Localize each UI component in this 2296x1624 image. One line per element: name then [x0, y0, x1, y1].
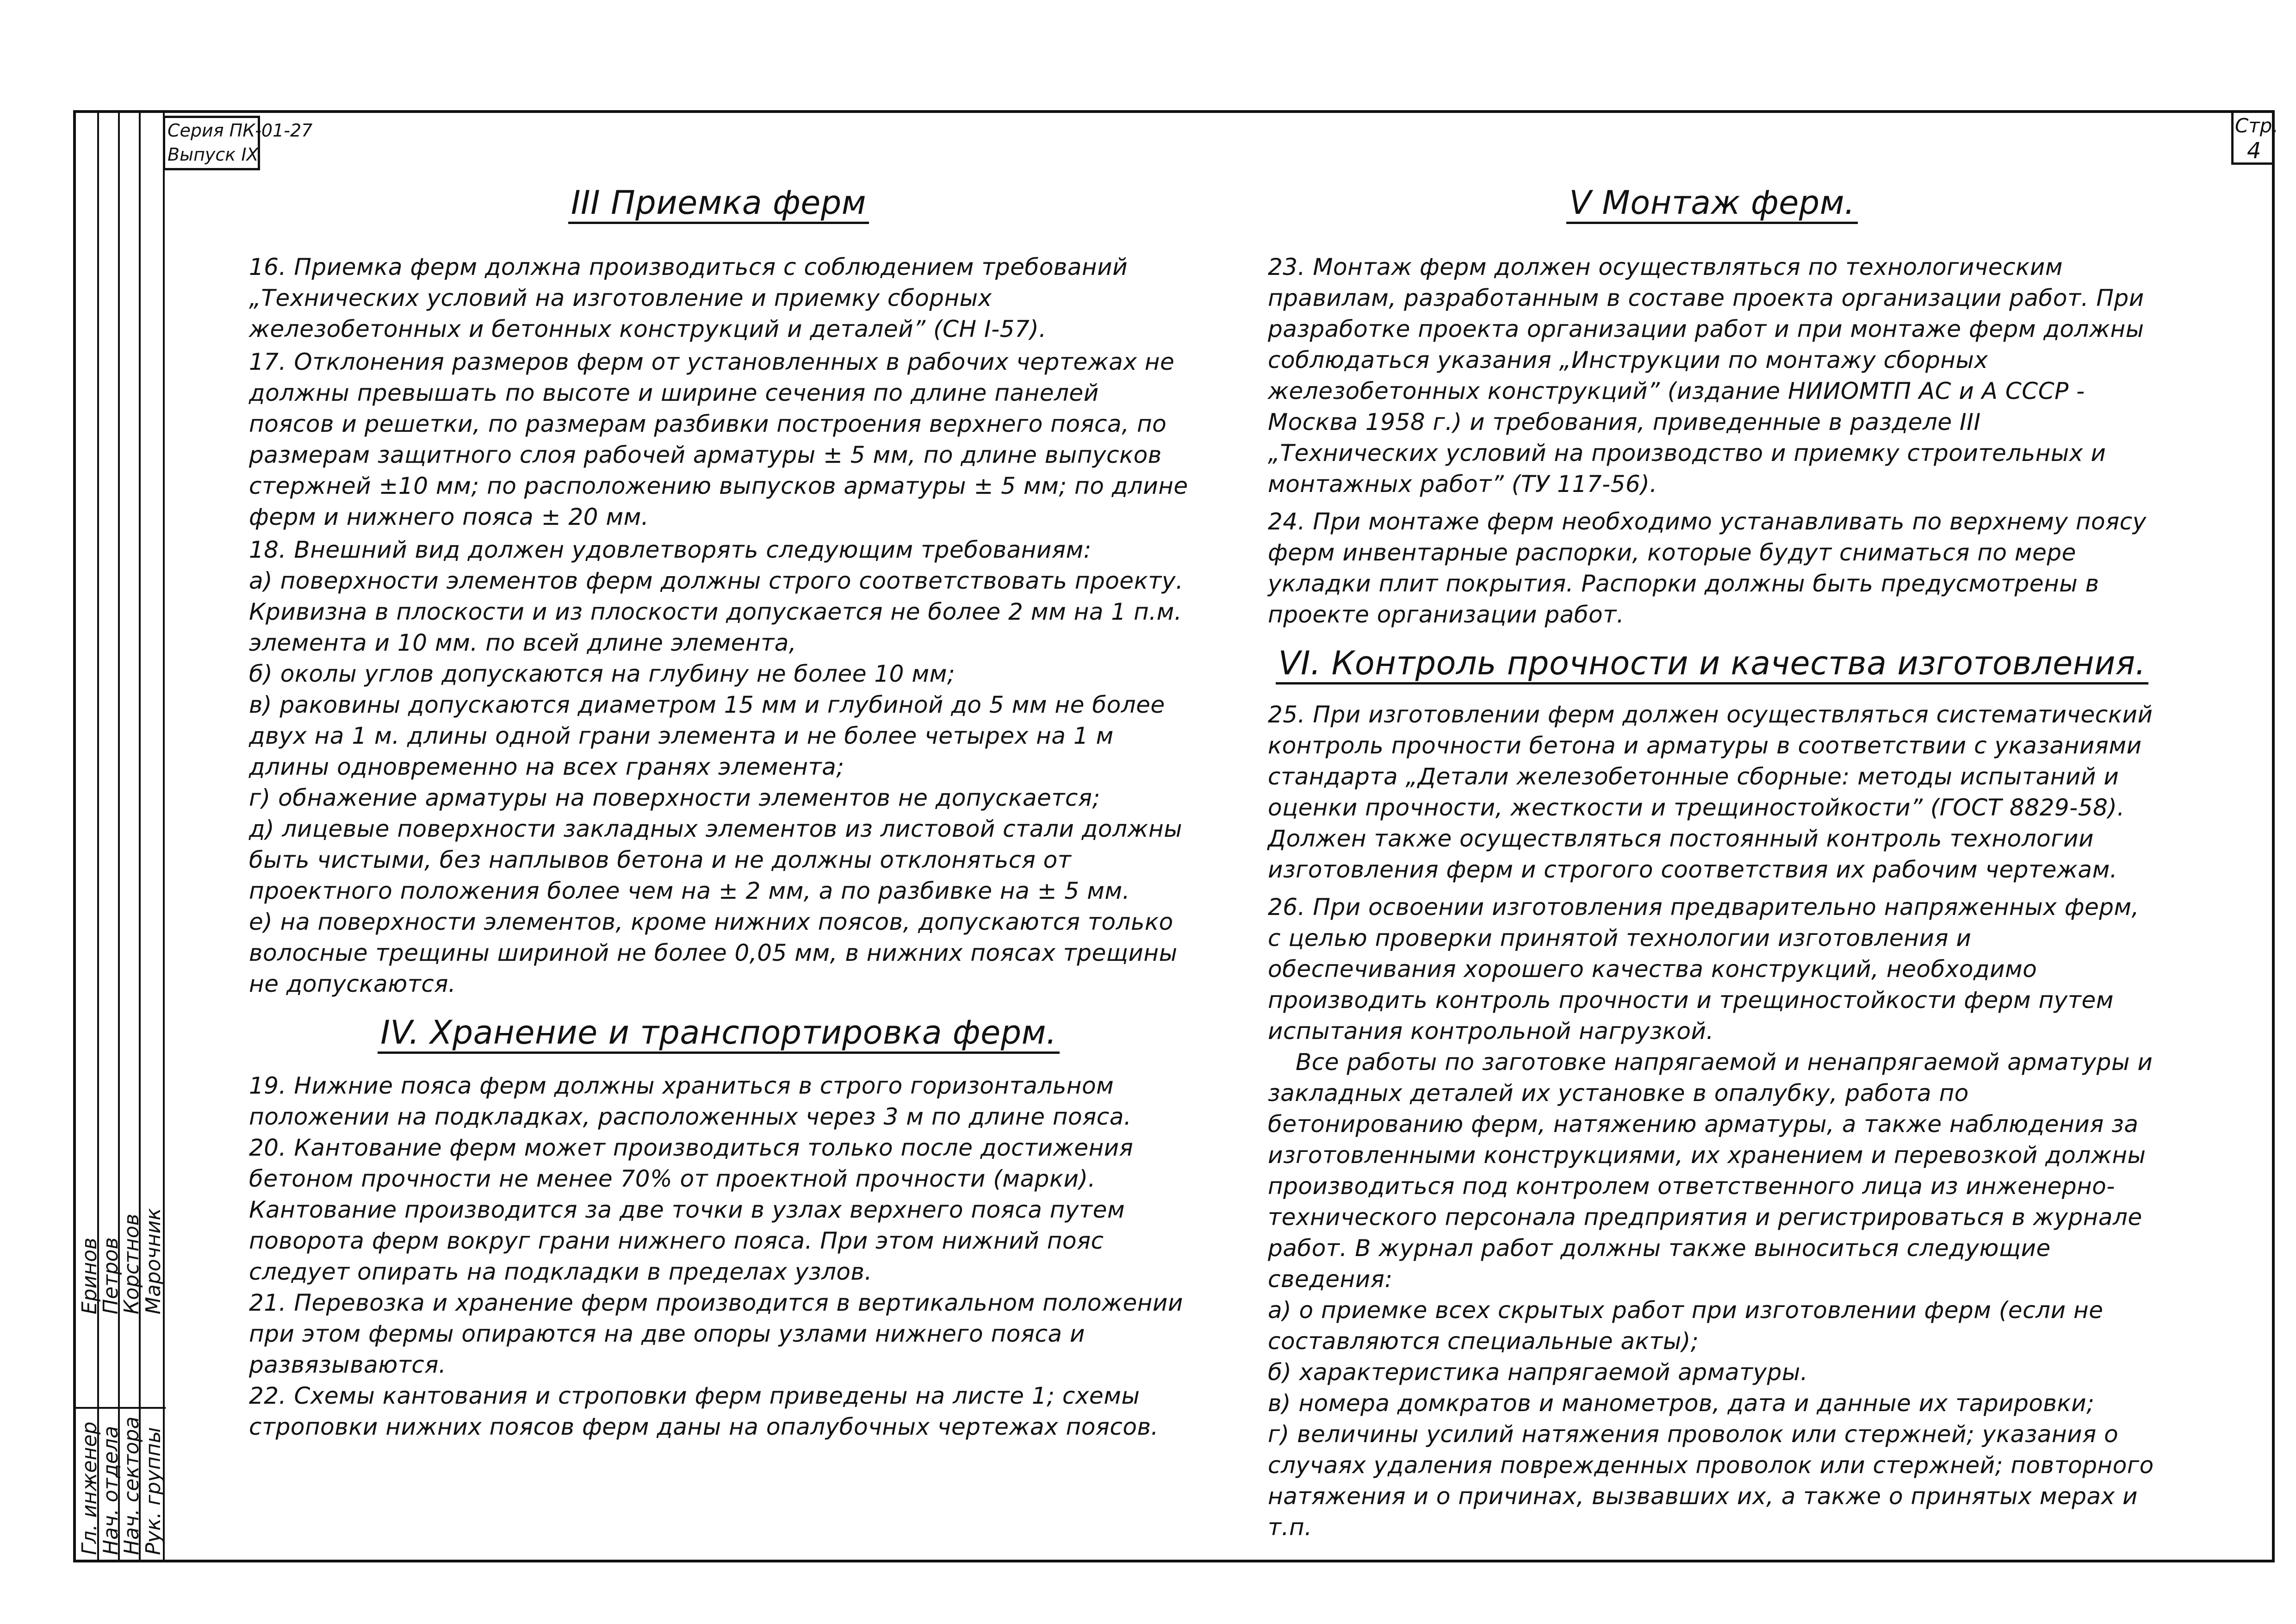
- clause-26-b: б) характеристика напрягаемой арматуры.: [1268, 1359, 1808, 1386]
- clause-16: 16. Приемка ферм должна производиться с соблюдением требований „Технических условий на изготовление и приемку сборных железобетонных и бетонных конструкций и деталей” (СН I-57).: [249, 254, 1128, 342]
- stamp-role-1: Гл. инженер: [78, 1421, 101, 1555]
- clause-17: 17. Отклонения размеров ферм от установленных в рабочих чертежах не должны превышать по высоте и ширине сечения по длине панелей поясов и решетки, по размерам разбивки построения верхнего пояса, по размерам защитного слоя рабочей арматуры ± 5 мм, по длине выпусков стержней ±10 мм; по расположению выпусков арматуры ± 5 мм; по длине ферм и нижнего пояса ± 20 мм.: [249, 348, 1188, 530]
- left-text-column: [249, 184, 1188, 1443]
- clause-18-v: в) раковины допускаются диаметром 15 мм и глубиной до 5 мм не более двух на 1 м. длины одной грани элемента и не более четырех на 1 м длины одновременно на всех гранях элемента;: [249, 691, 1165, 780]
- clause-18-b: б) околы углов допускаются на глубину не более 10 мм;: [249, 660, 956, 687]
- stamp-row-line: [73, 1407, 166, 1409]
- clause-18-d: д) лицевые поверхности закладных элементов из листовой стали должны быть чистыми, без наплывов бетона и не должны отклоняться от проектного положения более чем на ± 2 мм, а по разбивке на ± 5 мм.: [249, 815, 1183, 904]
- section-4-heading: IV. Хранение и транспортировка ферм.: [249, 1017, 1188, 1048]
- section-6-heading: VI. Контроль прочности и качества изготовления.: [1268, 648, 2156, 679]
- clause-26: 26. При освоении изготовления предварительно напряженных ферм, с целью проверки принятой технологии изготовления и обеспечивания хорошего качества конструкций, необходимо производить контроль прочности и трещиностойкости ферм путем испытания контрольной нагрузкой.: [1268, 894, 2140, 1045]
- stamp-role-4: Рук. группы: [142, 1427, 165, 1555]
- clause-21: 21. Перевозка и хранение ферм производится в вертикальном положении при этом фермы опираются на две опоры узлами нижнего пояса и развязываются.: [249, 1289, 1183, 1378]
- page-number: 4: [2247, 138, 2261, 164]
- clause-22: 22. Схемы кантования и строповки ферм приведены на листе 1; схемы строповки нижних поясов ферм даны на опалубочных чертежах поясов.: [249, 1382, 1159, 1440]
- stamp-name-4: Марочник: [142, 1208, 165, 1314]
- clause-24: 24. При монтаже ферм необходимо устанавливать по верхнему поясу ферм инвентарные распорки, которые будут сниматься по мере укладки плит покрытия. Распорки должны быть предусмотрены в проекте организации работ.: [1268, 508, 2147, 628]
- stamp-name-3: Корстнов: [120, 1213, 143, 1314]
- clause-18-a: а) поверхности элементов ферм должны строго соответствовать проекту. Кривизна в плоскости и из плоскости допускается не более 2 мм на 1 п.м. элемента и 10 мм. по всей длине элемента,: [249, 567, 1184, 656]
- clause-20: 20. Кантование ферм может производиться только после достижения бетоном прочности не менее 70% от проектной прочности (марки). Кантование производится за две точки в узлах верхнего пояса путем поворота ферм вокруг грани нижнего пояса. При этом нижний пояс следует опирать на подкладки в пределах узлов.: [249, 1134, 1134, 1285]
- clause-26-v: в) номера домкратов и манометров, дата и данные их тарировки;: [1268, 1390, 2095, 1417]
- stamp-role-2: Нач. отдела: [99, 1425, 123, 1555]
- section-3-heading: III Приемка ферм: [249, 187, 1188, 218]
- stamp-column-line: [163, 110, 165, 1562]
- stamp-role-3: Нач. сектора: [120, 1416, 143, 1555]
- stamp-column-line: [118, 110, 120, 1562]
- clause-26-a: а) о приемке всех скрытых работ при изготовлении ферм (если не составляются специальные акты);: [1268, 1297, 2104, 1355]
- clause-23: 23. Монтаж ферм должен осуществляться по технологическим правилам, разработанным в составе проекта организации работ. При разработке проекта организации работ и при монтаже ферм должны соблюдаться указания „Инструкции по монтажу сборных железобетонных конструкций” (издание НИИОМТП АС и А СССР - Москва 1958 г.) и требования, приведенные в разделе III „Технических условий на производство и приемку строительных и монтажных работ” (ТУ 117-56).: [1268, 254, 2144, 498]
- clause-25: 25. При изготовлении ферм должен осуществляться систематический контроль прочности бетона и арматуры в соответствии с указаниями стандарта „Детали железобетонные сборные: методы испытаний и оценки прочности, жесткости и трещиностойкости” (ГОСТ 8829-58). Должен также осуществляться постоянный контроль технологии изготовления ферм и строгого соответствия их рабочим чертежам.: [1268, 701, 2153, 883]
- right-text-column: [1268, 184, 2156, 1543]
- issue-label: Выпуск IX: [168, 144, 259, 165]
- clause-18-g: г) обнажение арматуры на поверхности элементов не допускается;: [249, 784, 1100, 811]
- stamp-column-line: [97, 110, 99, 1562]
- clause-18-e: е) на поверхности элементов, кроме нижних поясов, допускаются только волосные трещины шириной не более 0,05 мм, в нижних поясах трещины не допускаются.: [249, 908, 1178, 997]
- page-label: Стр.: [2235, 114, 2278, 137]
- clause-26-paragraph: Все работы по заготовке напрягаемой и ненапрягаемой арматуры и закладных деталей их установке в опалубку, работа по бетонированию ферм, натяжению арматуры, а также наблюдения за изготовленными конструкциями, их хранением и перевозкой должны производиться под контролем ответственного лица из инженерно-технического персонала предприятия и регистрироваться в журнале работ. В журнал работ должны также выноситься следующие сведения:: [1268, 1049, 2153, 1293]
- series-label: Серия ПК-01-27: [168, 120, 313, 141]
- clause-26-g: г) величины усилий натяжения проволок или стержней; указания о случаях удаления поврежденных проволок или стержней; повторного натяжения и о причинах, вызвавших их, а также о принятых мерах и т.п.: [1268, 1421, 2154, 1541]
- stamp-name-2: Петров: [99, 1237, 123, 1314]
- clause-18: 18. Внешний вид должен удовлетворять следующим требованиям:: [249, 536, 1092, 563]
- section-5-heading: V Монтаж ферм.: [1268, 187, 2156, 218]
- stamp-column-line: [139, 110, 141, 1562]
- stamp-name-1: Еринов: [78, 1238, 101, 1314]
- clause-19: 19. Нижние пояса ферм должны храниться в строго горизонтальном положении на подкладках, расположенных через 3 м по длине пояса.: [249, 1072, 1132, 1130]
